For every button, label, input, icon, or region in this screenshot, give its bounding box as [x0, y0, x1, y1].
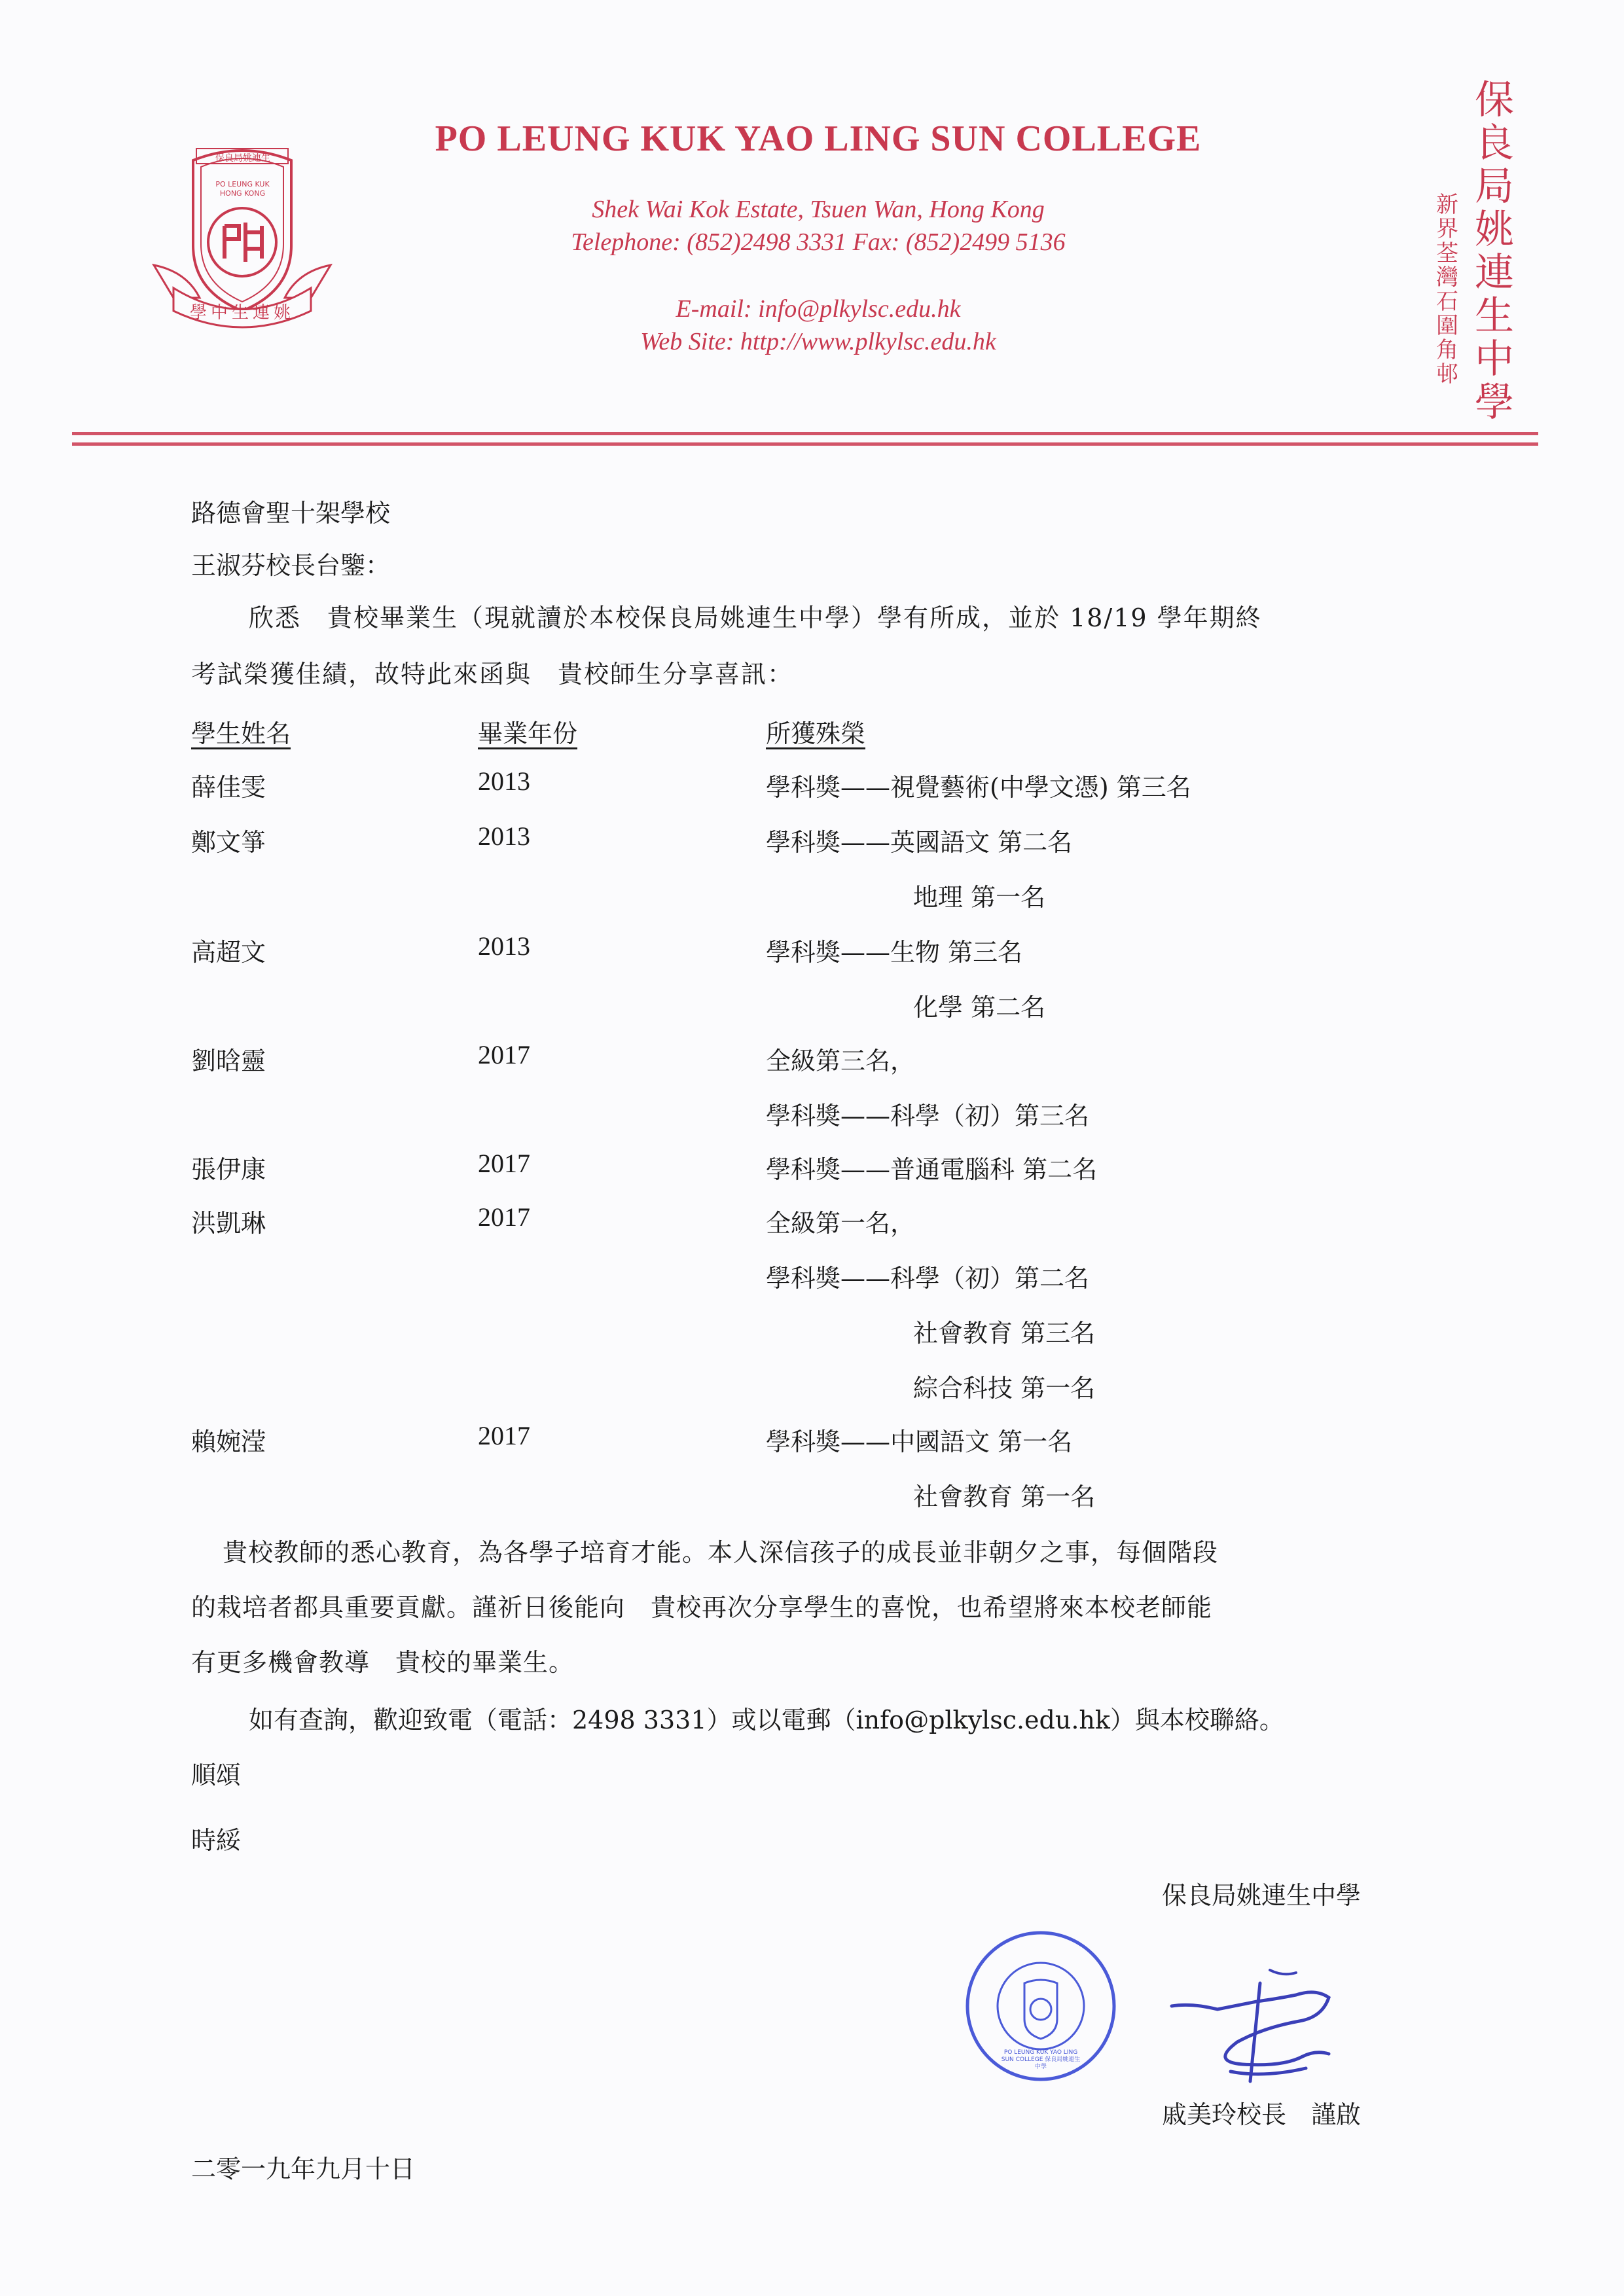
row-award: 學科獎——視覺藝術(中學文憑) 第三名 [766, 773, 1191, 802]
recipient-person: 王淑芬校長台鑒： [191, 551, 391, 580]
recipient-school: 路德會聖十架學校 [191, 499, 391, 528]
crest-ribbon-text: 學中生連姚 [189, 303, 295, 323]
address-zh: 新 界 荃 灣 石 圍 角 邨 [1436, 192, 1458, 387]
row-name: 洪凱琳 [191, 1209, 266, 1238]
address-en: Shek Wai Kok Estate, Tsuen Wan, Hong Kong [592, 196, 1045, 223]
website-line: Web Site: http://www.plkylsc.edu.hk [640, 328, 996, 355]
row-award: 學科獎——科學（初）第二名 [766, 1264, 1090, 1293]
sender-school: 保良局姚連生中學 [1162, 1881, 1362, 1910]
intro-line-2: 考試榮獲佳績，故特此來函與 貴校師生分享喜訊： [191, 660, 794, 689]
row-award: 全級第一名， [766, 1209, 916, 1238]
row-year: 2017 [478, 1149, 530, 1178]
row-name: 張伊康 [191, 1155, 266, 1184]
row-award: 綜合科技 第一名 [913, 1374, 1096, 1403]
row-award: 社會教育 第一名 [913, 1482, 1096, 1511]
row-name: 薛佳雯 [191, 773, 266, 802]
row-year: 2017 [478, 1040, 530, 1069]
row-award: 學科獎——生物 第三名 [766, 938, 1023, 967]
header-rule-bottom [72, 442, 1538, 446]
email-line: E-mail: info@plkylsc.edu.hk [676, 295, 961, 323]
row-year: 2013 [478, 821, 530, 851]
row-year: 2017 [478, 1202, 530, 1232]
school-crest [147, 134, 337, 331]
contact-line: 如有查詢，歡迎致電（電話：2498 3331）或以電郵（info@plkylsc.edu.hk）與本校聯絡。 [249, 1706, 1284, 1734]
salutation-1: 順頌 [191, 1761, 242, 1789]
header-graduation-year: 畢業年份 [478, 719, 578, 748]
school-seal [962, 1928, 1119, 2085]
college-name-zh: 保 良 局 姚 連 生 中 學 [1475, 77, 1514, 425]
college-name-en: PO LEUNG KUK YAO LING SUN COLLEGE [435, 118, 1202, 159]
row-award: 地理 第一名 [913, 883, 1046, 912]
row-year: 2013 [478, 766, 530, 796]
row-award: 學科獎——科學（初）第三名 [766, 1102, 1090, 1130]
crest-top-text: 保良局姚連生 [215, 153, 270, 164]
header-award: 所獲殊榮 [766, 719, 866, 748]
closing-paragraph: 貴校教師的悉心教育，為各學子培育才能。本人深信孩子的成長並非朝夕之事，每個階段 的栽培者都具重要貢獻。謹祈日後能向 貴校再次分享學生的喜悅，也希望將來本校老師能 有更多機會教導 貴校的畢業生。 [191, 1538, 1219, 1677]
row-award: 化學 第二名 [913, 993, 1046, 1022]
row-name: 高超文 [191, 938, 266, 967]
row-name: 賴婉滢 [191, 1427, 266, 1456]
principal-signature [1165, 1957, 1342, 2088]
header-student-name: 學生姓名 [191, 719, 291, 748]
seal-text: PO LEUNG KUK YAO LING SUN COLLEGE 保良局姚連生中學 [1001, 2049, 1081, 2070]
row-award: 全級第三名， [766, 1047, 916, 1075]
row-award: 學科獎——普通電腦科 第二名 [766, 1155, 1098, 1184]
crest-middle-text: PO LEUNG KUK HONG KONG [215, 180, 270, 198]
letter-date: 二零一九年九月十日 [191, 2155, 416, 2183]
row-award: 學科獎——英國語文 第二名 [766, 828, 1073, 857]
salutation-2: 時綏 [191, 1826, 242, 1855]
phone-fax: Telephone: (852)2498 3331 Fax: (852)2499 5136 [571, 228, 1066, 256]
row-name: 劉晗靈 [191, 1047, 266, 1075]
header-rule-top [72, 432, 1538, 435]
row-year: 2013 [478, 931, 530, 961]
row-award: 學科獎——中國語文 第一名 [766, 1427, 1073, 1456]
row-name: 鄭文箏 [191, 828, 266, 857]
signer-line: 戚美玲校長 謹啟 [1162, 2100, 1362, 2129]
intro-line-1: 欣悉 貴校畢業生（現就讀於本校保良局姚連生中學）學有所成，並於 18/19 學年期終 [249, 603, 1262, 632]
row-year: 2017 [478, 1421, 530, 1450]
row-award: 社會教育 第三名 [913, 1319, 1096, 1348]
